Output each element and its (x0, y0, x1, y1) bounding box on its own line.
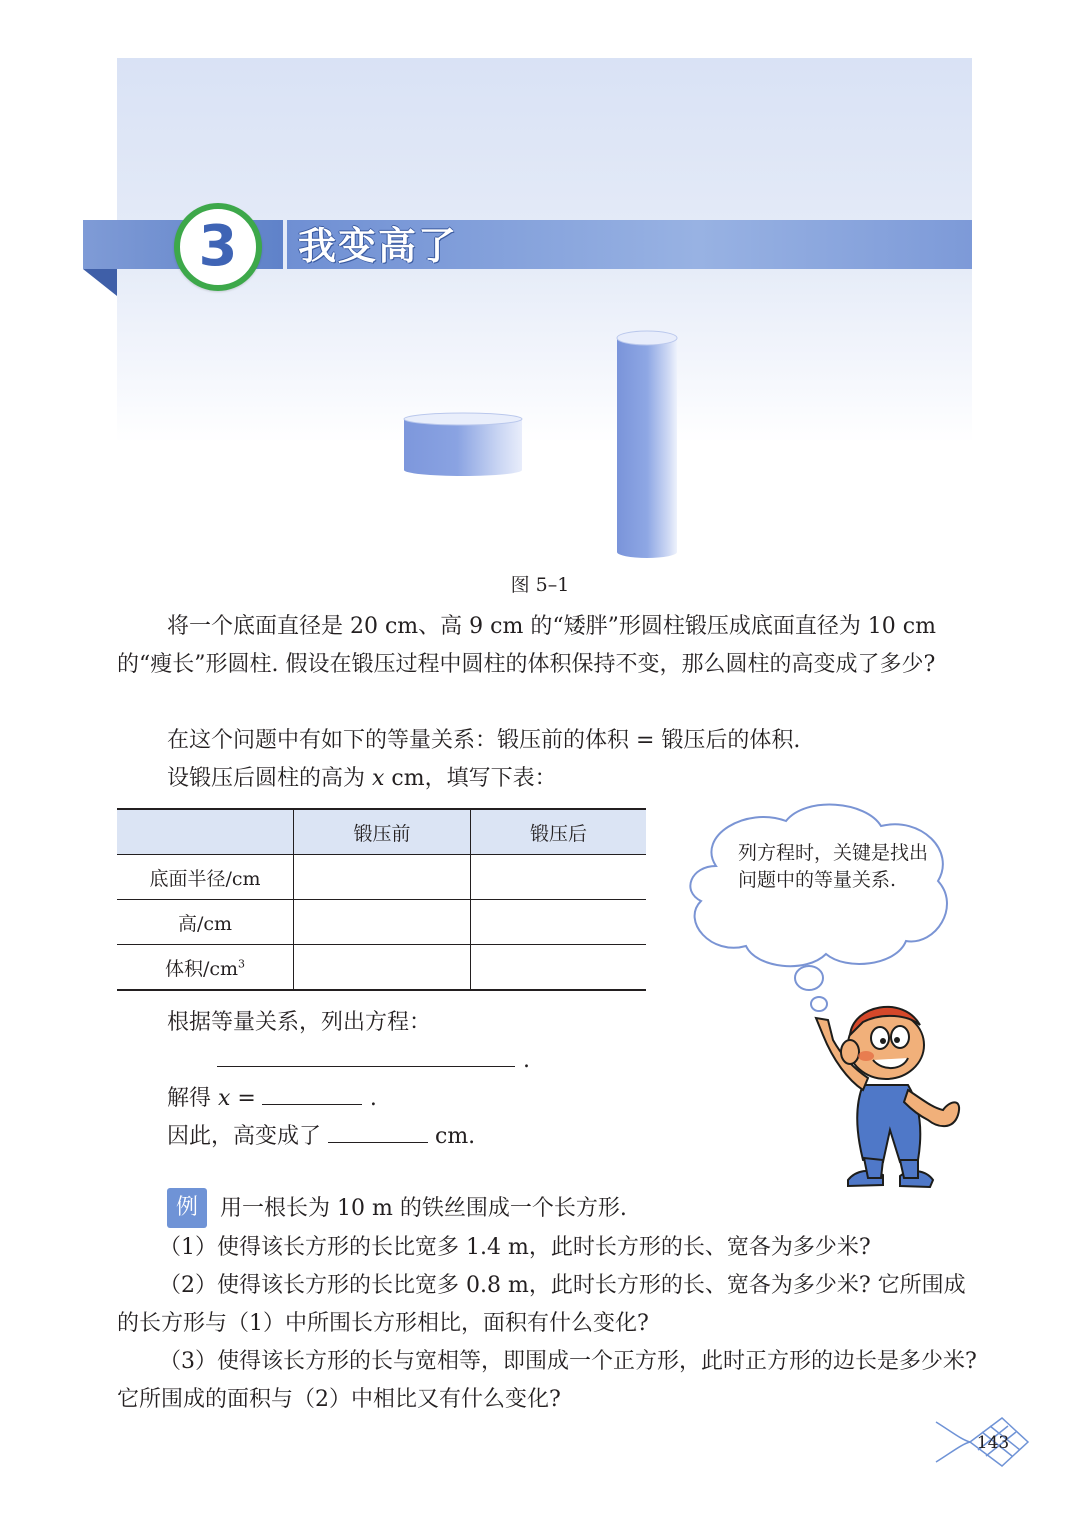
relation-sentence: 在这个问题中有如下的等量关系：锻压前的体积 = 锻压后的体积. (167, 728, 801, 753)
table-row (117, 855, 646, 900)
lesson-number-badge: 3 (174, 203, 262, 291)
equation-line-end: . (523, 1048, 530, 1073)
row-label-height: 高/cm (117, 900, 294, 945)
cartoon-character-illustration (808, 990, 968, 1200)
table-cell-blank[interactable] (471, 945, 647, 991)
tall-cylinder-figure (612, 326, 682, 566)
setup-text-after: cm，填写下表： (384, 766, 557, 791)
table-cell-blank[interactable] (294, 855, 471, 900)
row-label-radius: 底面半径/cm (117, 855, 294, 900)
table-header-cell: 锻压后 (471, 809, 647, 855)
solve-equals: = (230, 1086, 256, 1111)
equation-prompt: 根据等量关系，列出方程： (167, 1010, 432, 1035)
setup-sentence (117, 760, 977, 798)
variable-x: x (372, 766, 385, 791)
table-cell-blank[interactable] (294, 945, 471, 991)
volume-label-text: 体积/cm (164, 957, 239, 980)
problem-paragraph: 将一个底面直径是 20 cm、高 9 cm 的“矮胖”形圆柱锻压成底面直径为 10 cm 的“瘦长”形圆柱. 假设在锻压过程中圆柱的体积保持不变，那么圆柱的高变成了多少? (117, 614, 936, 677)
tall-cylinder-body (617, 338, 677, 558)
tall-cylinder-top (617, 331, 677, 345)
table-row (117, 945, 646, 991)
solve-line (167, 1080, 377, 1118)
solve-blank[interactable] (262, 1080, 362, 1105)
result-blank[interactable] (328, 1118, 428, 1143)
character-right-leg (900, 1160, 918, 1178)
solve-line-end: . (369, 1086, 377, 1111)
solve-prefix: 解得 (167, 1086, 218, 1111)
character-ear (841, 1040, 859, 1064)
character-left-leg (864, 1158, 883, 1178)
equation-blank[interactable] (217, 1042, 515, 1067)
example-question-2: （2）使得该长方形的长比宽多 0.8 m，此时长方形的长、宽各为多少米? 它所围成的长方形与（1）中所围长方形相比，面积有什么变化? (117, 1273, 966, 1336)
table-cell-blank[interactable] (471, 900, 647, 945)
solve-variable: x (218, 1086, 231, 1111)
equation-line (217, 1042, 530, 1080)
table-cell-blank[interactable] (471, 855, 647, 900)
short-cylinder-top (404, 413, 522, 425)
table-row (117, 900, 646, 945)
short-cylinder-figure (400, 410, 526, 482)
example-badge: 例 (167, 1188, 207, 1228)
figure-caption: 图 5–1 (510, 574, 570, 596)
result-prefix: 因此，高变成了 (167, 1124, 328, 1149)
example-intro: 用一根长为 10 m 的铁丝围成一个长方形. (220, 1196, 627, 1221)
lesson-title: 我变高了 (298, 224, 459, 268)
result-unit: cm. (428, 1124, 476, 1149)
row-label-volume (117, 945, 294, 991)
page-number: 143 (976, 1433, 1010, 1453)
ornament-tail (936, 1422, 970, 1462)
bubble-dot-large (795, 966, 823, 990)
table-header-row (117, 809, 646, 855)
example-question-1: （1）使得该长方形的长比宽多 1.4 m，此时长方形的长、宽各为多少米? (159, 1235, 871, 1260)
character-pupil-left (880, 1038, 886, 1044)
result-line (167, 1118, 475, 1156)
example-question-3: （3）使得该长方形的长与宽相等，即围成一个正方形，此时正方形的边长是多少米? 它所围成的面积与（2）中相比又有什么变化? (117, 1349, 977, 1412)
setup-text-before: 设锻压后圆柱的高为 (167, 766, 372, 791)
table-header-cell (117, 809, 294, 855)
volume-table (117, 808, 646, 991)
bubble-text: 列方程时，关键是找出问题中的等量关系. (738, 842, 929, 891)
volume-label-exponent: 3 (238, 957, 246, 971)
character-eye-right (891, 1026, 909, 1048)
character-eye-left (871, 1027, 889, 1049)
character-pupil-right (894, 1037, 900, 1043)
character-cheek (858, 1051, 874, 1061)
short-cylinder-body (404, 419, 522, 476)
table-header-cell: 锻压前 (294, 809, 471, 855)
banner-fold (83, 269, 117, 296)
table-cell-blank[interactable] (294, 900, 471, 945)
